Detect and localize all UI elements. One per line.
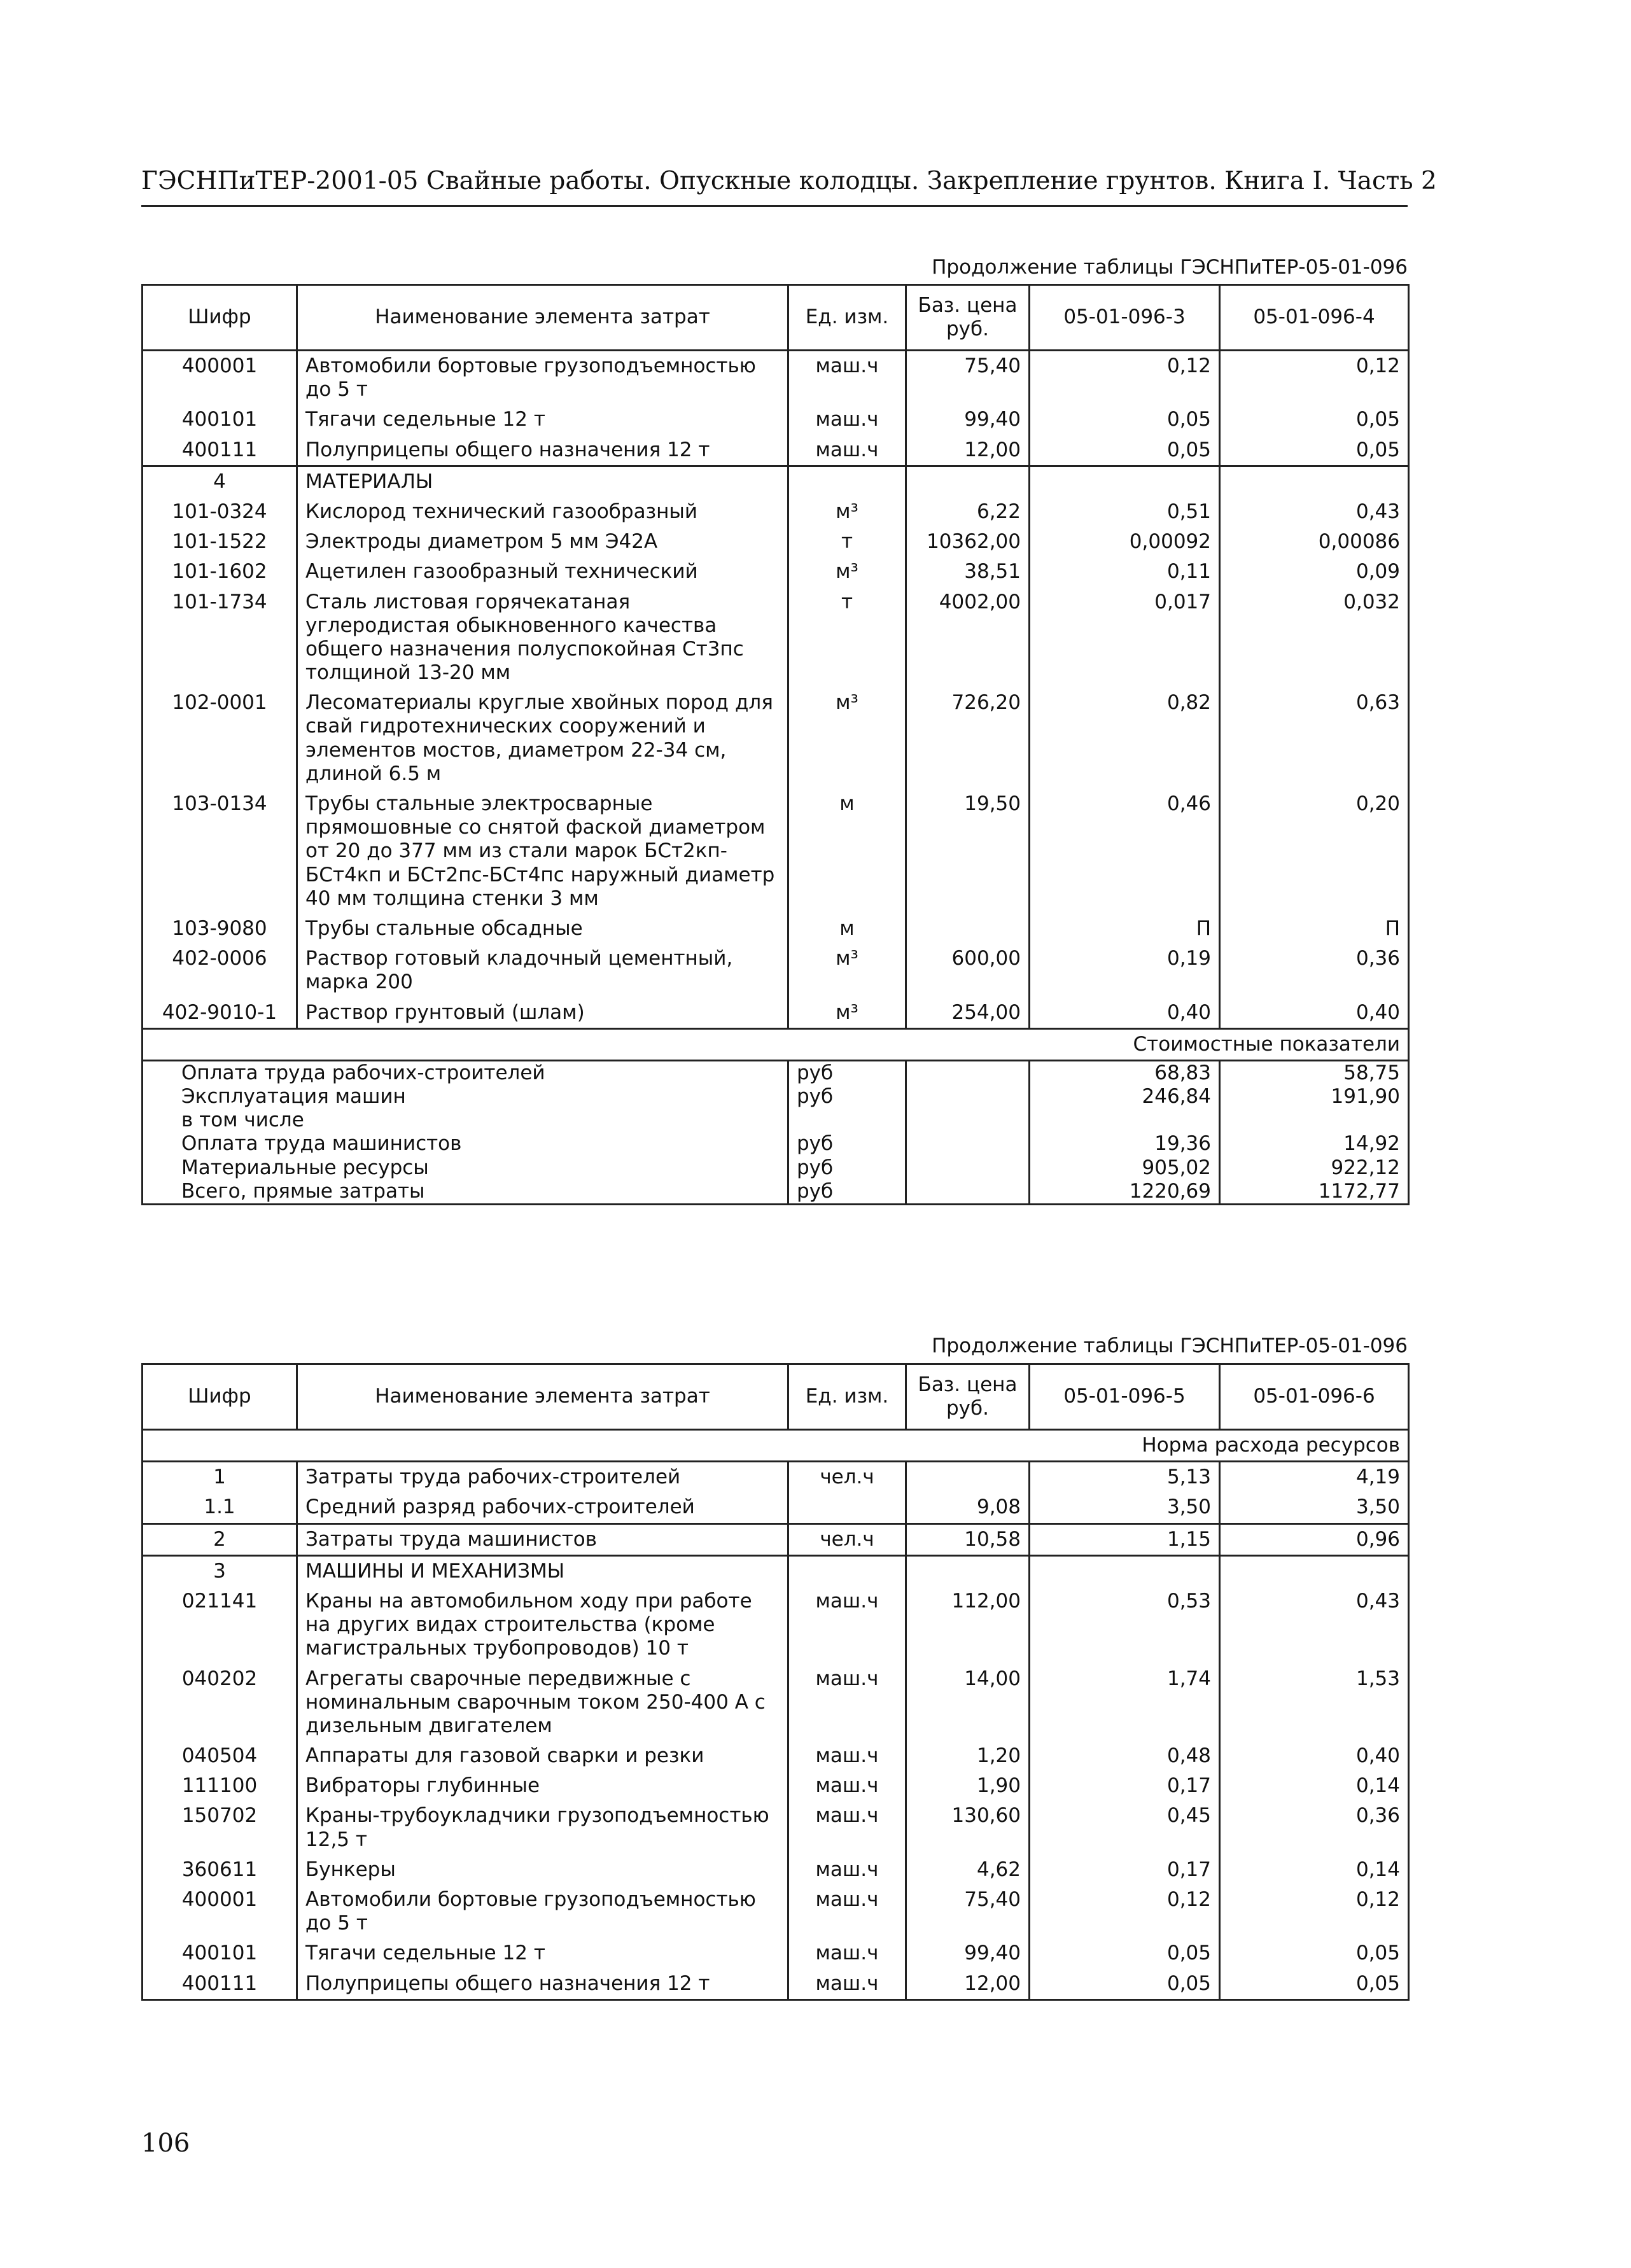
- row-value-a: 5,13: [1030, 1462, 1220, 1493]
- row-value-b: 0,36: [1220, 944, 1409, 997]
- row-value-a: 0,53: [1030, 1586, 1220, 1664]
- row-price: 1,20: [906, 1741, 1030, 1771]
- col-code-header: Шифр: [143, 285, 297, 351]
- cost-name: Оплата труда машинистов: [143, 1132, 788, 1156]
- row-value-b: 0,12: [1220, 1885, 1409, 1938]
- cost-value-a: 905,02: [1030, 1156, 1220, 1180]
- cost-row: [143, 1060, 1409, 1085]
- table-row: [143, 1523, 1409, 1555]
- row-unit: м³: [788, 944, 906, 997]
- row-value-b: 0,032: [1220, 587, 1409, 689]
- row-value-b: 0,63: [1220, 688, 1409, 789]
- table-row: [143, 587, 1409, 689]
- row-name: Лесоматериалы круглые хвойных пород для свай гидротехнических сооружений и элементов мостов, диаметром 22-34 см, длиной 6.5 м: [297, 688, 788, 789]
- row-unit: м: [788, 789, 906, 914]
- row-unit: маш.ч: [788, 1741, 906, 1771]
- row-price: 112,00: [906, 1586, 1030, 1664]
- row-price: 19,50: [906, 789, 1030, 914]
- row-value-b: 0,96: [1220, 1523, 1409, 1555]
- row-value-a: 0,00092: [1030, 527, 1220, 557]
- row-value-b: 4,19: [1220, 1462, 1409, 1493]
- row-name: Затраты труда рабочих-строителей: [297, 1462, 788, 1493]
- table2-caption: Продолжение таблицы ГЭСНПиТЕР-05-01-096: [932, 1334, 1408, 1357]
- table-row: [143, 1462, 1409, 1493]
- cost-value-a: [1030, 1109, 1220, 1132]
- row-value-b: 0,43: [1220, 497, 1409, 527]
- cost-name: Материальные ресурсы: [143, 1156, 788, 1180]
- table2-labor2: [143, 1523, 1409, 1586]
- row-value-a: 0,05: [1030, 1969, 1220, 2000]
- row-name: Автомобили бортовые грузоподъемностью до 5 т: [297, 1885, 788, 1938]
- row-value-b: 0,20: [1220, 789, 1409, 914]
- row-unit: маш.ч: [788, 1969, 906, 2000]
- row-unit: м³: [788, 998, 906, 1029]
- cost-heading-row: [143, 1028, 1409, 1060]
- cost-value-a: 68,83: [1030, 1060, 1220, 1085]
- section-code: 4: [143, 466, 297, 497]
- cost-value-b: [1220, 1109, 1409, 1132]
- table-row: [143, 1664, 1409, 1742]
- col-unit-header: Ед. изм.: [788, 1364, 906, 1430]
- row-code: 101-0324: [143, 497, 297, 527]
- row-price: 9,08: [906, 1492, 1030, 1523]
- table-row: [143, 1938, 1409, 1968]
- table1-header-row: [143, 285, 1409, 351]
- row-code: 040504: [143, 1741, 297, 1771]
- row-code: 402-0006: [143, 944, 297, 997]
- table2-machine-rows: [143, 1586, 1409, 1999]
- row-value-a: 0,40: [1030, 998, 1220, 1029]
- col-name-header: Наименование элемента затрат: [297, 285, 788, 351]
- header-rule: [141, 205, 1408, 207]
- row-unit: т: [788, 587, 906, 689]
- row-name: Трубы стальные электросварные прямошовные со снятой фаской диаметром от 20 до 377 мм из стали марок БСт2кп-БСт4кп и БСт2пс-БСт4пс наружный диаметр 40 мм толщина стенки 3 мм: [297, 789, 788, 914]
- col-name-header: Наименование элемента затрат: [297, 1364, 788, 1430]
- cost-value-b: 191,90: [1220, 1085, 1409, 1109]
- row-name: Полуприцепы общего назначения 12 т: [297, 435, 788, 466]
- row-name: Трубы стальные обсадные: [297, 914, 788, 944]
- row-value-a: 0,05: [1030, 1938, 1220, 1968]
- row-value-a: 0,12: [1030, 1885, 1220, 1938]
- table1-materials-section: [143, 466, 1409, 497]
- cost-value-b: 58,75: [1220, 1060, 1409, 1085]
- row-value-b: П: [1220, 914, 1409, 944]
- row-value-b: 0,05: [1220, 435, 1409, 466]
- row-value-b: 0,36: [1220, 1801, 1409, 1854]
- row-code: 103-9080: [143, 914, 297, 944]
- row-code: 1: [143, 1462, 297, 1493]
- col-a-header: 05-01-096-5: [1030, 1364, 1220, 1430]
- row-name: Краны-трубоукладчики грузоподъемностью 12,5 т: [297, 1801, 788, 1854]
- cost-value-b: 14,92: [1220, 1132, 1409, 1156]
- norm-heading-row: [143, 1430, 1409, 1462]
- section-code: 3: [143, 1555, 297, 1586]
- norm-heading: Норма расхода ресурсов: [143, 1430, 1409, 1462]
- row-value-b: 0,40: [1220, 1741, 1409, 1771]
- table1-machines-rows: [143, 351, 1409, 466]
- row-unit: маш.ч: [788, 1771, 906, 1801]
- row-value-a: 0,11: [1030, 557, 1220, 587]
- row-name: Бункеры: [297, 1855, 788, 1885]
- table2-header-row: [143, 1364, 1409, 1430]
- table-row: [143, 1492, 1409, 1523]
- row-unit: чел.ч: [788, 1462, 906, 1493]
- row-unit: маш.ч: [788, 405, 906, 435]
- row-value-a: 0,46: [1030, 789, 1220, 914]
- row-unit: маш.ч: [788, 1586, 906, 1664]
- cost-row: [143, 1180, 1409, 1205]
- cost-name: Эксплуатация машин: [143, 1085, 788, 1109]
- table-row: [143, 1885, 1409, 1938]
- cost-value-b: 1172,77: [1220, 1180, 1409, 1205]
- row-price: 130,60: [906, 1801, 1030, 1854]
- row-price: 99,40: [906, 1938, 1030, 1968]
- row-price: 4002,00: [906, 587, 1030, 689]
- table1-cost-rows: [143, 1060, 1409, 1204]
- col-a-header: 05-01-096-3: [1030, 285, 1220, 351]
- row-value-a: 0,05: [1030, 405, 1220, 435]
- row-name: Тягачи седельные 12 т: [297, 1938, 788, 1968]
- table1-caption: Продолжение таблицы ГЭСНПиТЕР-05-01-096: [932, 256, 1408, 279]
- row-price: 10,58: [906, 1523, 1030, 1555]
- col-b-header: 05-01-096-4: [1220, 285, 1409, 351]
- row-value-a: 1,15: [1030, 1523, 1220, 1555]
- row-price: 1,90: [906, 1771, 1030, 1801]
- row-code: 021141: [143, 1586, 297, 1664]
- table-row: [143, 1771, 1409, 1801]
- cost-value-a: 1220,69: [1030, 1180, 1220, 1205]
- table-row: [143, 1741, 1409, 1771]
- row-code: 101-1734: [143, 587, 297, 689]
- row-price: 6,22: [906, 497, 1030, 527]
- row-price: 38,51: [906, 557, 1030, 587]
- cost-value-a: 246,84: [1030, 1085, 1220, 1109]
- row-price: 600,00: [906, 944, 1030, 997]
- row-value-b: 0,43: [1220, 1586, 1409, 1664]
- row-value-a: 0,45: [1030, 1801, 1220, 1854]
- row-code: 400001: [143, 351, 297, 405]
- row-unit: чел.ч: [788, 1523, 906, 1555]
- table-row: [143, 1801, 1409, 1854]
- row-name: Аппараты для газовой сварки и резки: [297, 1741, 788, 1771]
- row-code: 040202: [143, 1664, 297, 1742]
- row-price: 12,00: [906, 435, 1030, 466]
- col-price-header: Баз. цена руб.: [906, 1364, 1030, 1430]
- table-row: [143, 497, 1409, 527]
- row-unit: маш.ч: [788, 1938, 906, 1968]
- row-code: 101-1602: [143, 557, 297, 587]
- row-price: 75,40: [906, 1885, 1030, 1938]
- row-value-b: 1,53: [1220, 1664, 1409, 1742]
- row-unit: маш.ч: [788, 435, 906, 466]
- row-value-a: 0,17: [1030, 1771, 1220, 1801]
- row-unit: маш.ч: [788, 351, 906, 405]
- row-code: 102-0001: [143, 688, 297, 789]
- page-number: 106: [141, 2129, 190, 2158]
- row-value-a: 0,19: [1030, 944, 1220, 997]
- row-price: 12,00: [906, 1969, 1030, 2000]
- col-b-header: 05-01-096-6: [1220, 1364, 1409, 1430]
- cost-unit: [788, 1109, 906, 1132]
- cost-value-b: 922,12: [1220, 1156, 1409, 1180]
- row-name: Автомобили бортовые грузоподъемностью до 5 т: [297, 351, 788, 405]
- table2-labor-rows: [143, 1462, 1409, 1523]
- row-code: 103-0134: [143, 789, 297, 914]
- table-row: [143, 1855, 1409, 1885]
- table-row: [143, 435, 1409, 466]
- row-name: Раствор готовый кладочный цементный, марка 200: [297, 944, 788, 997]
- row-code: 150702: [143, 1801, 297, 1854]
- row-value-b: 0,09: [1220, 557, 1409, 587]
- row-code: 360611: [143, 1855, 297, 1885]
- row-unit: м³: [788, 497, 906, 527]
- table-row: [143, 998, 1409, 1029]
- row-code: 400111: [143, 435, 297, 466]
- row-value-a: 0,17: [1030, 1855, 1220, 1885]
- row-code: 400111: [143, 1969, 297, 2000]
- row-unit: м³: [788, 557, 906, 587]
- row-name: Сталь листовая горячекатаная углеродистая обыкновенного качества общего назначения полуспокойная Ст3пс толщиной 13-20 мм: [297, 587, 788, 689]
- row-unit: м: [788, 914, 906, 944]
- table-row: [143, 405, 1409, 435]
- row-value-b: 0,14: [1220, 1771, 1409, 1801]
- row-unit: маш.ч: [788, 1885, 906, 1938]
- table-row: [143, 789, 1409, 914]
- table-05-01-096-5-6: [141, 1363, 1410, 2001]
- cost-heading: Стоимостные показатели: [143, 1028, 1409, 1060]
- row-value-a: 0,48: [1030, 1741, 1220, 1771]
- section-title: МАТЕРИАЛЫ: [297, 466, 788, 497]
- row-price: 726,20: [906, 688, 1030, 789]
- row-value-b: 0,05: [1220, 1938, 1409, 1968]
- section-row: [143, 466, 1409, 497]
- row-code: 101-1522: [143, 527, 297, 557]
- row-price: 10362,00: [906, 527, 1030, 557]
- row-price: 254,00: [906, 998, 1030, 1029]
- row-name: Полуприцепы общего назначения 12 т: [297, 1969, 788, 2000]
- row-value-b: 0,40: [1220, 998, 1409, 1029]
- table1-cost-block: [143, 1028, 1409, 1060]
- row-code: 400101: [143, 1938, 297, 1968]
- cost-name: Оплата труда рабочих-строителей: [143, 1060, 788, 1085]
- table2-norm-heading: [143, 1430, 1409, 1462]
- cost-unit: руб: [788, 1132, 906, 1156]
- table-row: [143, 557, 1409, 587]
- row-value-a: 0,51: [1030, 497, 1220, 527]
- cost-name: Всего, прямые затраты: [143, 1180, 788, 1205]
- running-header: ГЭСНПиТЕР-2001-05 Свайные работы. Опускные колодцы. Закрепление грунтов. Книга I. Часть 2: [141, 167, 1437, 195]
- row-value-b: 0,14: [1220, 1855, 1409, 1885]
- cost-row: [143, 1132, 1409, 1156]
- cost-unit: руб: [788, 1060, 906, 1085]
- row-unit: т: [788, 527, 906, 557]
- section-title: МАШИНЫ И МЕХАНИЗМЫ: [297, 1555, 788, 1586]
- row-name: Краны на автомобильном ходу при работе на других видах строительства (кроме магистральных трубопроводов) 10 т: [297, 1586, 788, 1664]
- row-price: [906, 914, 1030, 944]
- table1-materials-rows: [143, 497, 1409, 1028]
- row-code: 1.1: [143, 1492, 297, 1523]
- row-value-a: 0,017: [1030, 587, 1220, 689]
- table-row: [143, 914, 1409, 944]
- cost-unit: руб: [788, 1180, 906, 1205]
- row-name: Раствор грунтовый (шлам): [297, 998, 788, 1029]
- col-price-header: Баз. цена руб.: [906, 285, 1030, 351]
- row-code: 400101: [143, 405, 297, 435]
- cost-unit: руб: [788, 1156, 906, 1180]
- row-name: Электроды диаметром 5 мм Э42А: [297, 527, 788, 557]
- row-code: 111100: [143, 1771, 297, 1801]
- row-code: 402-9010-1: [143, 998, 297, 1029]
- row-value-b: 3,50: [1220, 1492, 1409, 1523]
- table-row: [143, 351, 1409, 405]
- row-value-a: 1,74: [1030, 1664, 1220, 1742]
- row-value-a: 0,12: [1030, 351, 1220, 405]
- cost-row: [143, 1085, 1409, 1109]
- col-unit-header: Ед. изм.: [788, 285, 906, 351]
- table-row: [143, 944, 1409, 997]
- row-name: Кислород технический газообразный: [297, 497, 788, 527]
- row-unit: маш.ч: [788, 1801, 906, 1854]
- cost-name: в том числе: [143, 1109, 788, 1132]
- row-name: Средний разряд рабочих-строителей: [297, 1492, 788, 1523]
- row-price: [906, 1462, 1030, 1493]
- row-price: 75,40: [906, 351, 1030, 405]
- section-row: [143, 1555, 1409, 1586]
- table-row: [143, 527, 1409, 557]
- row-name: Тягачи седельные 12 т: [297, 405, 788, 435]
- row-value-b: 0,05: [1220, 1969, 1409, 2000]
- cost-row: [143, 1156, 1409, 1180]
- row-code: 400001: [143, 1885, 297, 1938]
- table-row: [143, 1586, 1409, 1664]
- table-row: [143, 1969, 1409, 2000]
- row-unit: м³: [788, 688, 906, 789]
- row-value-b: 0,00086: [1220, 527, 1409, 557]
- row-unit: маш.ч: [788, 1855, 906, 1885]
- table-05-01-096-3-4: [141, 284, 1410, 1205]
- col-code-header: Шифр: [143, 1364, 297, 1430]
- table-row: [143, 688, 1409, 789]
- row-value-b: 0,05: [1220, 405, 1409, 435]
- row-code: 2: [143, 1523, 297, 1555]
- row-price: 4,62: [906, 1855, 1030, 1885]
- row-price: 14,00: [906, 1664, 1030, 1742]
- row-name: Затраты труда машинистов: [297, 1523, 788, 1555]
- row-value-b: 0,12: [1220, 351, 1409, 405]
- row-unit: маш.ч: [788, 1664, 906, 1742]
- row-value-a: 3,50: [1030, 1492, 1220, 1523]
- row-price: 99,40: [906, 405, 1030, 435]
- row-name: Ацетилен газообразный технический: [297, 557, 788, 587]
- row-unit: [788, 1492, 906, 1523]
- row-name: Агрегаты сварочные передвижные с номинальным сварочным током 250-400 А с дизельным двигателем: [297, 1664, 788, 1742]
- row-value-a: 0,05: [1030, 435, 1220, 466]
- cost-row: [143, 1109, 1409, 1132]
- cost-value-a: 19,36: [1030, 1132, 1220, 1156]
- row-value-a: 0,82: [1030, 688, 1220, 789]
- row-name: Вибраторы глубинные: [297, 1771, 788, 1801]
- cost-unit: руб: [788, 1085, 906, 1109]
- row-value-a: П: [1030, 914, 1220, 944]
